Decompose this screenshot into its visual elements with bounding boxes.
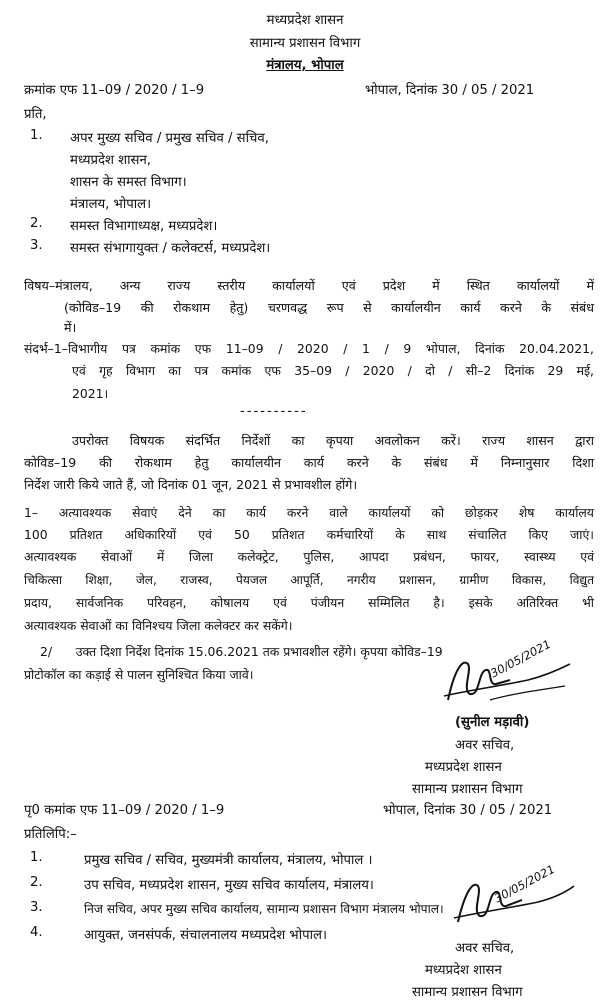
copy-number: 3. [30, 900, 43, 915]
recipient-line: शासन के समस्त विभाग। [70, 175, 187, 190]
recipient-line: समस्त विभागाध्यक्ष, मध्यप्रदेश। [70, 219, 218, 234]
signature-date: 30/05/2021 [488, 636, 554, 681]
reference-line: संदर्भ–1–विभागीय पत्र कमांक एफ 11–09 / 2020 / 1 / 9 भोपाल, दिनांक 20.04.2021, [24, 341, 594, 356]
copy-item: उप सचिव, मध्यप्रदेश शासन, मुख्य सचिव कार्यालय, मंत्रालय। [84, 878, 374, 893]
copy-item: प्रमुख सचिव / सचिव, मुख्यमंत्री कार्यालय, मंत्रालय, भोपाल । [84, 853, 373, 868]
endorsement-signature-scribble [448, 870, 578, 934]
recipient-number: 3. [30, 238, 43, 253]
subject-line: विषय–मंत्रालय, अन्य राज्य स्तरीय कार्यालयों एवं प्रदेश में स्थित कार्यालयों में [24, 278, 594, 293]
body-line: कोविड–19 की रोकथाम हेतु कार्यालयीन कार्य करने के संबंध में निम्नानुसार दिशा [24, 455, 594, 470]
subject-line: (कोविड–19 की रोकथाम हेतु) चरणवद्ध रूप से कार्यालयीन कार्य करने के संबंध [64, 300, 594, 315]
body-line: 2/ उक्त दिशा निर्देश दिनांक 15.06.2021 तक प्रभावशील रहेंगे। कृपया कोविड–19 [40, 644, 443, 659]
recipient-line: मध्यप्रदेश शासन, [70, 153, 151, 168]
reference-line: 2021। [72, 386, 109, 401]
copy-item: निज सचिव, अपर मुख्य सचिव कार्यालय, सामान्य प्रशासन विभाग मंत्रालय भोपाल। [84, 902, 444, 916]
separator: ---------- [240, 404, 308, 419]
letter-date: भोपाल, दिनांक 30 / 05 / 2021 [365, 83, 535, 98]
endorsement-signature-date: 30/05/2021 [492, 861, 558, 906]
body-line: उपरोक्त विषयक संदर्भित निर्देशों का कृपया अवलोकन करें। राज्य शासन द्वारा [72, 433, 594, 448]
recipient-line: अपर मुख्य सचिव / प्रमुख सचिव / सचिव, [70, 131, 269, 146]
body-line: अत्यावश्यक सेवाओं में जिला कलेक्ट्रेट, पुलिस, आपदा प्रबंधन, फायर, स्वास्थ्य एवं [24, 549, 594, 564]
signatory-designation: अवर सचिव, [455, 738, 515, 753]
recipient-line: मंत्रालय, भोपाल। [70, 197, 152, 212]
body-line: 100 प्रतिशत अधिकारियों एवं 50 प्रतिशत कर्मचारियों के साथ संचालित किए जाएं। [24, 527, 594, 542]
body-line: निर्देश जारी किये जाते हैं, जो दिनांक 01 जून, 2021 से प्रभावशील होंगे। [24, 477, 358, 492]
endorsement-number: पृ0 कमांक एफ 11–09 / 2020 / 1–9 [24, 803, 225, 818]
copy-number: 4. [30, 925, 43, 940]
recipient-line: समस्त संभागायुक्त / कलेक्टर्स, मध्यप्रदेश। [70, 241, 271, 256]
endorsement-signatory-govt: मध्यप्रदेश शासन [425, 963, 502, 978]
endorsement-signatory-department: सामान्य प्रशासन विभाग [412, 985, 523, 1000]
recipient-number: 1. [30, 128, 43, 143]
body-line: चिकित्सा शिक्षा, जेल, राजस्व, पेयजल आपूर्ति, नगरीय प्रशासन, ग्रामीण विकास, विद्युत [24, 573, 594, 587]
copy-label: प्रतिलिपि:– [24, 827, 77, 842]
body-line: 1– अत्यावश्यक सेवाएं देने का कार्य करने वाले कार्यालयों को छोड़कर शेष कार्यालय [24, 505, 594, 520]
reference-line: एवं गृह विभाग का पत्र कमांक एफ 35–09 / 2020 / दो / सी–2 दिनांक 29 मई, [72, 363, 594, 378]
signatory-name: (सुनील मड़ावी) [455, 715, 530, 730]
header-govt: मध्यप्रदेश शासन [266, 13, 344, 28]
copy-number: 2. [30, 875, 43, 890]
copy-number: 1. [30, 850, 43, 865]
endorsement-signatory-designation: अवर सचिव, [455, 941, 515, 956]
recipient-number: 2. [30, 216, 43, 231]
body-line: अत्यावश्यक सेवाओं का विनिश्चय जिला कलेक्टर कर सकेंगे। [24, 618, 293, 633]
letter-number: क्रमांक एफ 11–09 / 2020 / 1–9 [24, 83, 205, 98]
body-line: प्रोटोकॉल का कड़ाई से पालन सुनिश्चित किया जावे। [24, 667, 254, 682]
body-line: प्रदाय, सार्वजनिक परिवहन, कोषालय एवं पंजीयन सम्मिलित है। इसके अतिरिक्त भी [24, 595, 594, 610]
signatory-govt: मध्यप्रदेश शासन [425, 760, 502, 775]
copy-item: आयुक्त, जनसंपर्क, संचालनालय मध्यप्रदेश भोपाल। [84, 928, 327, 943]
header-department: सामान्य प्रशासन विभाग [249, 36, 361, 51]
endorsement-date: भोपाल, दिनांक 30 / 05 / 2021 [383, 803, 553, 818]
to-label: प्रति, [24, 107, 47, 122]
header-office: मंत्रालय, भोपाल [266, 58, 344, 73]
signatory-department: सामान्य प्रशासन विभाग [412, 782, 523, 797]
subject-line: में। [64, 320, 77, 335]
